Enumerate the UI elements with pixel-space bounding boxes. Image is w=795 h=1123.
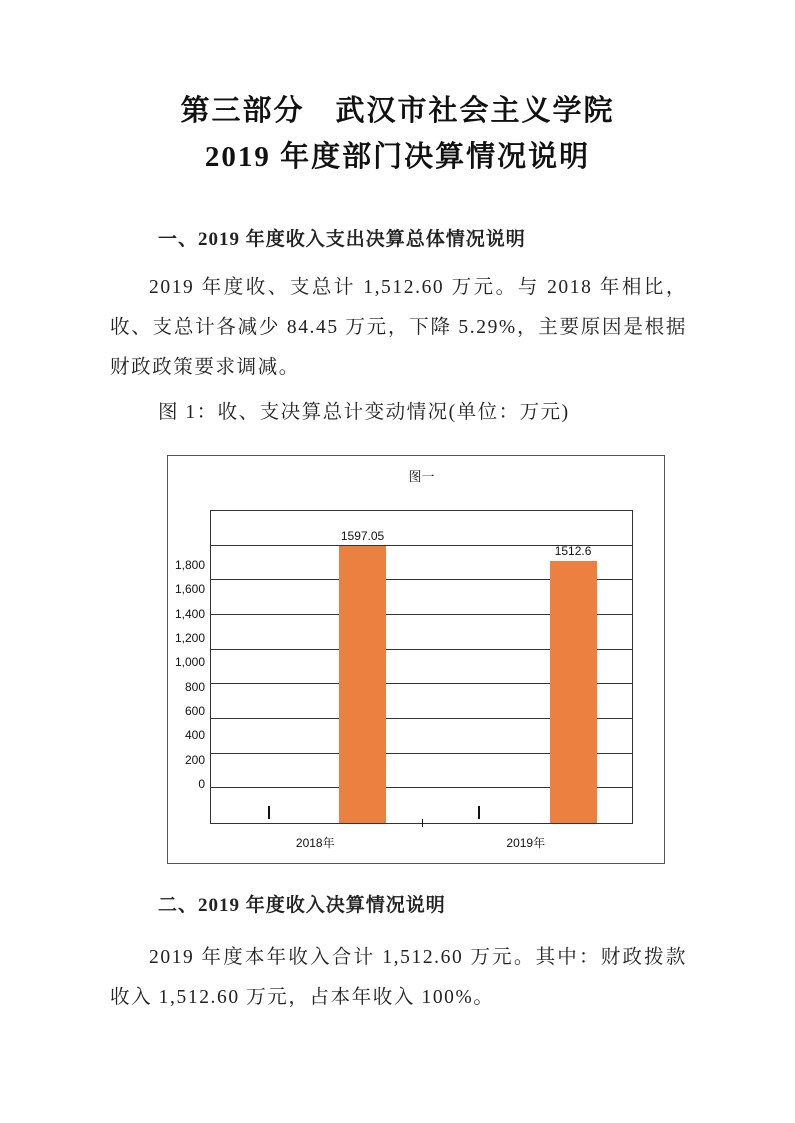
section-2-heading: 二、2019 年度收入决算情况说明 [158,895,446,916]
document-title-line2: 2019 年度部门决算情况说明 [204,141,591,173]
document-title [0,88,795,180]
y-tick-label: 1,800 [174,558,205,572]
bar-2018年 [339,546,386,823]
section-2-paragraph: 2019 年度本年收入合计 1,512.60 万元。其中：财政拨款收入 1,512.60 万元，占本年收入 100%。 [110,947,687,1008]
y-axis-labels [145,558,205,791]
series-marker [478,806,480,819]
y-tick-label: 0 [198,777,205,791]
document-title-line1: 第三部分 武汉市社会主义学院 [180,95,615,127]
bar-value-label: 1512.6 [554,543,592,558]
section-1-paragraph: 2019 年度收、支总计 1,512.60 万元。与 2018 年相比，收、支总计各减少 84.45 万元，下降 5.29%，主要原因是根据财政政策要求调减。 [110,277,687,378]
y-tick-label: 1,600 [174,582,205,597]
chart-plot [174,510,633,824]
y-tick-label: 800 [184,679,205,694]
y-tick-label: 200 [184,752,205,767]
bar-2019年 [550,561,597,823]
y-tick-label: 1,400 [174,606,205,621]
section-1-heading: 一、2019 年度收入支出决算总体情况说明 [158,229,526,250]
bar-value-label: 1597.05 [340,529,385,544]
y-tick-label: 1,200 [174,631,205,646]
figure-caption: 图 1：收、支决算总计变动情况(单位：万元) [158,402,570,423]
category-boundary-tick [422,819,423,827]
x-category-label: 2019年 [506,836,546,850]
chart-title: 图一 [408,469,435,484]
x-category-label: 2018年 [295,836,335,850]
y-tick-label: 600 [184,704,205,719]
series-marker [268,806,270,819]
figure-1-bar-chart [167,455,665,864]
y-tick-label: 1,000 [174,655,205,670]
x-axis-labels [210,834,633,854]
y-tick-label: 400 [184,728,205,743]
